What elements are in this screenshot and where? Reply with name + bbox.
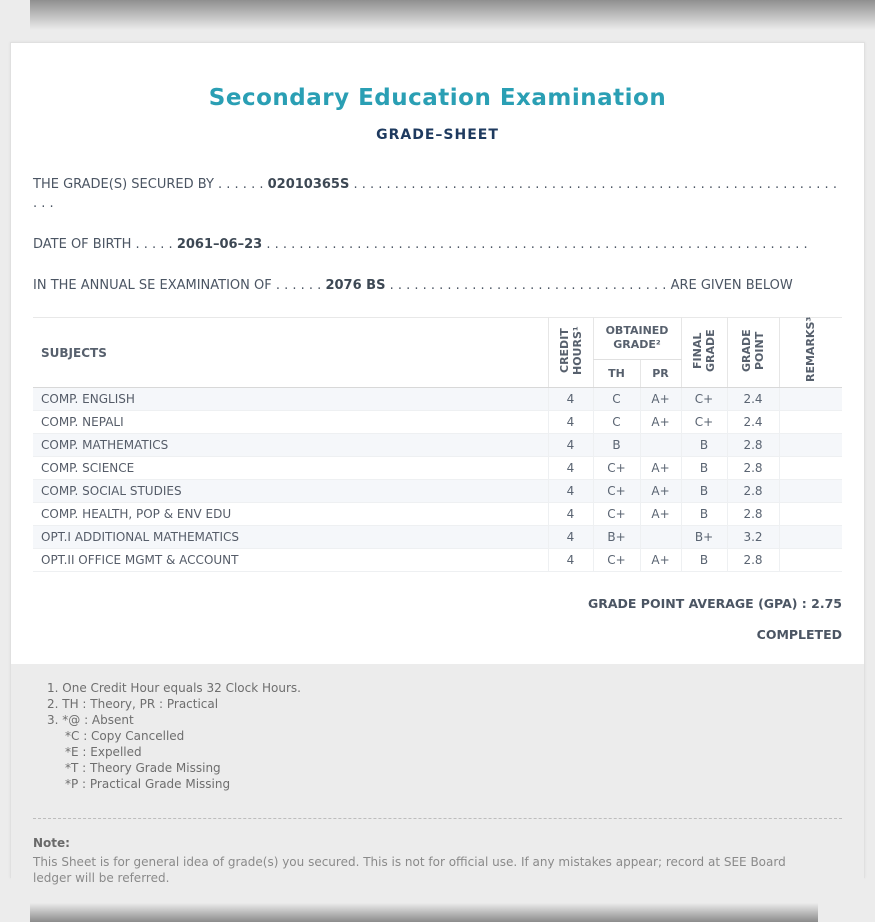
credit-cell: 4 (548, 480, 593, 503)
grade-point-cell: 2.8 (727, 480, 779, 503)
gpa-line (33, 596, 842, 611)
subject-cell: COMP. SCIENCE (33, 457, 548, 480)
remarks-cell (779, 411, 842, 434)
col-header-final-grade: FINAL GRADE (681, 318, 727, 388)
th-grade-cell: C (593, 411, 640, 434)
footnote-th-pr: 2. TH : Theory, PR : Practical (47, 697, 219, 711)
table-row (33, 388, 842, 411)
credit-cell: 4 (548, 388, 593, 411)
col-header-obtained-grade: OBTAINED GRADE² (593, 318, 681, 360)
pr-grade-cell: A+ (640, 549, 681, 572)
remarks-cell (779, 388, 842, 411)
th-grade-cell: B (593, 434, 640, 457)
page-subtitle: GRADE–SHEET (376, 127, 499, 143)
secured-by-line (33, 175, 842, 213)
intro-block (33, 175, 842, 295)
col-header-credit-hours: CREDIT HOURS¹ (548, 318, 593, 388)
subject-cell: COMP. SOCIAL STUDIES (33, 480, 548, 503)
exam-tail: ARE GIVEN BELOW (666, 278, 793, 293)
footnote-absent: 3. *@ : Absent (47, 713, 134, 727)
grade-point-cell: 2.8 (727, 457, 779, 480)
pr-grade-cell: A+ (640, 457, 681, 480)
remarks-cell (779, 480, 842, 503)
th-grade-cell: C+ (593, 457, 640, 480)
subject-cell: COMP. ENGLISH (33, 388, 548, 411)
exam-dots: . . . . . . . . . . . . . . . . . . . . . . . . . . . . . . . . . . (385, 278, 667, 293)
credit-cell: 4 (548, 457, 593, 480)
table-row (33, 549, 842, 572)
bottom-gradient-bar (30, 903, 818, 922)
subject-cell: COMP. NEPALI (33, 411, 548, 434)
table-row (33, 457, 842, 480)
pr-grade-cell: A+ (640, 503, 681, 526)
exam-prefix: IN THE ANNUAL SE EXAMINATION OF . . . . . . (33, 278, 326, 293)
footnote-theory-missing: *T : Theory Grade Missing (65, 761, 221, 775)
final-grade-cell: B (681, 480, 727, 503)
subject-cell: COMP. HEALTH, POP & ENV EDU (33, 503, 548, 526)
col-header-subjects: SUBJECTS (33, 318, 548, 388)
exam-year-value: 2076 BS (325, 278, 386, 293)
th-grade-cell: C (593, 388, 640, 411)
note-text: This Sheet is for general idea of grade(s) you secured. This is not for official use. If any mistakes appear; record at SEE Board ledger will be referred. (33, 855, 786, 885)
th-grade-cell: C+ (593, 480, 640, 503)
table-row (33, 526, 842, 549)
final-grade-cell: B (681, 457, 727, 480)
remarks-cell (779, 434, 842, 457)
footnotes-section (11, 664, 864, 886)
pr-grade-cell: A+ (640, 388, 681, 411)
gpa-label: GRADE POINT AVERAGE (GPA) : (587, 596, 812, 611)
grade-point-cell: 2.4 (727, 388, 779, 411)
dob-value: 2061–06–23 (176, 237, 263, 252)
grade-point-cell: 2.8 (727, 503, 779, 526)
final-grade-cell: B (681, 503, 727, 526)
gpa-value: 2.75 (811, 596, 842, 611)
final-grade-cell: C+ (681, 411, 727, 434)
th-grade-cell: C+ (593, 503, 640, 526)
footnote-practical-missing: *P : Practical Grade Missing (65, 777, 231, 791)
grades-table (33, 317, 842, 572)
credit-cell: 4 (548, 411, 593, 434)
pr-grade-cell (640, 526, 681, 549)
table-row (33, 411, 842, 434)
remarks-cell (779, 526, 842, 549)
summary-block (33, 596, 842, 642)
page-title: Secondary Education Examination (208, 85, 667, 111)
final-grade-cell: C+ (681, 388, 727, 411)
subject-cell: COMP. MATHEMATICS (33, 434, 548, 457)
top-gradient-bar (30, 0, 875, 30)
remarks-cell (779, 503, 842, 526)
grade-point-cell: 2.8 (727, 549, 779, 572)
exam-year-line (33, 276, 842, 295)
credit-cell: 4 (548, 434, 593, 457)
note-block (33, 835, 842, 886)
grade-point-cell: 2.8 (727, 434, 779, 457)
table-row (33, 503, 842, 526)
table-row (33, 480, 842, 503)
grade-point-cell: 2.4 (727, 411, 779, 434)
col-header-grade-point: GRADE POINT (727, 318, 779, 388)
secured-by-prefix: THE GRADE(S) SECURED BY . . . . . . (33, 177, 268, 192)
final-grade-cell: B (681, 549, 727, 572)
credit-cell: 4 (548, 549, 593, 572)
col-header-practical: PR (640, 359, 681, 387)
col-header-remarks: REMARKS³ (779, 318, 842, 388)
credit-cell: 4 (548, 526, 593, 549)
pr-grade-cell: A+ (640, 411, 681, 434)
final-grade-cell: B (681, 434, 727, 457)
result-status: COMPLETED (756, 627, 842, 642)
footnote-copy-cancelled: *C : Copy Cancelled (65, 729, 185, 743)
pr-grade-cell (640, 434, 681, 457)
pr-grade-cell: A+ (640, 480, 681, 503)
dob-dots: . . . . . . . . . . . . . . . . . . . . . . . . . . . . . . . . . . . . . . . . . . . . . . . . . . . . . . . . . . . . . . . . . . (262, 237, 808, 252)
col-header-theory: TH (593, 359, 640, 387)
final-grade-cell: B+ (681, 526, 727, 549)
note-label: Note: (33, 836, 70, 850)
remarks-cell (779, 457, 842, 480)
secured-by-dots: . . . . . . . . . . . . . . . . . . . . . . . . . . . . . . . . . . . . . . . . . . . . . . . . . . . . . . . . . . . . . . (33, 177, 837, 211)
th-grade-cell: B+ (593, 526, 640, 549)
th-grade-cell: C+ (593, 549, 640, 572)
grade-point-cell: 3.2 (727, 526, 779, 549)
dashed-divider (33, 818, 842, 819)
dob-prefix: DATE OF BIRTH . . . . . (33, 237, 177, 252)
subject-cell: OPT.II OFFICE MGMT & ACCOUNT (33, 549, 548, 572)
grade-sheet (10, 42, 865, 885)
footnote-expelled: *E : Expelled (65, 745, 142, 759)
remarks-cell (779, 549, 842, 572)
sheet-main (11, 43, 864, 650)
dob-line (33, 235, 842, 254)
student-symbol-number: 02010365S (267, 177, 350, 192)
subject-cell: OPT.I ADDITIONAL MATHEMATICS (33, 526, 548, 549)
credit-cell: 4 (548, 503, 593, 526)
footnote-credit-hours: 1. One Credit Hour equals 32 Clock Hours. (47, 681, 301, 695)
table-row (33, 434, 842, 457)
